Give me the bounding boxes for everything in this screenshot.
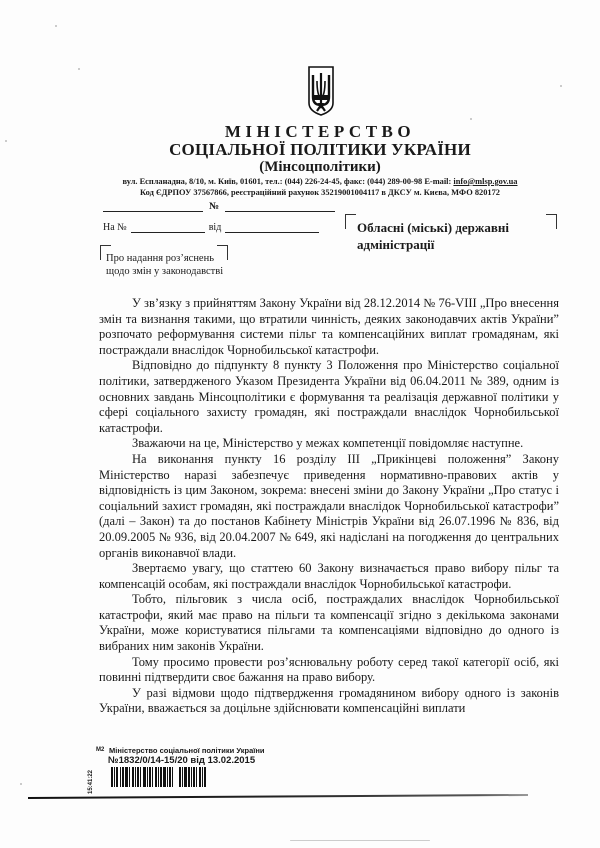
- body-paragraph: У разі відмови щодо підтвердження громадянином вибору одного із законів України, вважається за доцільне здійснювати компенсаційні виплати: [99, 685, 559, 716]
- reply-reference-row: [103, 222, 319, 233]
- body-paragraph: Тому просимо провести роз’яснювальну роботу серед такої категорії осіб, які повинні підтвердити своє бажання на право вибору.: [99, 654, 559, 685]
- body-paragraph: Відповідно до підпункту 8 пункту 3 Положення про Міністерство соціальної політики, затвердженого Указом Президента України від 06.04.2011 № 389, одним із основних завдань Мінсоцполітики є формування та реалізація державної політики у сфері соціального захисту громадян, які постраждали внаслідок Чорнобильської катастрофи.: [99, 358, 559, 435]
- ministry-bank-details: Код ЄДРПОУ 37567866, реєстраційний рахунок 35219001004117 в ДКСУ м. Києва, МФО 820172: [140, 188, 500, 197]
- body-paragraph: У зв’язку з прийняттям Закону України від 28.12.2014 № 76-VIII „Про внесення змін та визнання такими, що втратили чинність, деяких законодавчих актів України” розпочато реформування системи пільг та компенсаційних виплат громадянам, які постраждали внаслідок Чорнобильської катастрофи.: [99, 296, 559, 357]
- footer-divider: [28, 794, 528, 799]
- body-paragraph: Звертаємо увагу, що статтею 60 Закону визначається право вибору пільг та компенсацій особам, які постраждали внаслідок Чорнобильської катастрофи.: [99, 561, 559, 591]
- reply-date-field[interactable]: [225, 222, 319, 233]
- scan-speck: [290, 840, 430, 841]
- ministry-subtitle: СОЦІАЛЬНОЇ ПОЛІТИКИ УКРАЇНИ: [169, 140, 471, 159]
- bracket-corner: [546, 214, 557, 229]
- scan-speck: [470, 118, 472, 120]
- stamp-time: 15:41:22: [88, 769, 94, 794]
- number-label: №: [209, 201, 220, 212]
- body-paragraph: На виконання пункту 16 розділу III „Прикінцеві положення” Закону Міністерство наразі забезпечує приведення нормативно-правових актів у відповідність із цим Законом, зокрема: внесені зміни до Закону України „Про статус і соціальний захист громадян, які постраждали внаслідок Чорнобильської катастрофи” (далі – Закон) та до постанов Кабінету Міністрів України від 26.07.1996 № 836, від 20.09.2005 № 936, від 20.04.2007 № 649, які надіслані на погодження до центральних органів виконавчої влади.: [99, 451, 559, 560]
- subject-text: Про надання роз’яснень щодо змін у законодавстві: [106, 253, 224, 277]
- scan-speck: [20, 783, 22, 785]
- trident-coat-of-arms-icon: [307, 65, 335, 117]
- barcode-icon: [111, 767, 231, 787]
- scan-speck: [5, 140, 7, 142]
- from-label: від: [208, 222, 222, 233]
- body-paragraph: Зважаючи на це, Міністерство у межах компетенції повідомляє наступне.: [132, 436, 524, 451]
- ministry-title: МІНІСТЕРСТВО: [224, 122, 416, 141]
- ministry-address: [0, 176, 600, 187]
- date-field[interactable]: [103, 201, 203, 212]
- reply-number-field[interactable]: [131, 222, 205, 233]
- recipient-text: Обласні (міські) державні адміністрації: [357, 220, 509, 252]
- bracket-corner: [345, 214, 356, 229]
- stamp-organization: Міністерство соціальної політики України: [109, 746, 265, 755]
- stamp-mark: M2: [96, 747, 105, 753]
- letter-body: [99, 296, 559, 717]
- email-link[interactable]: info@mlsp.gov.ua: [453, 177, 518, 186]
- reply-to-label: На №: [103, 222, 127, 233]
- number-field[interactable]: [225, 201, 335, 212]
- body-paragraph: Тобто, пільговик з числа осіб, постраждалих внаслідок Чорнобильської катастрофи, який має право на пільги та компенсації згідно з декількома законами України, може користуватися пільгами та компенсаціями відповідно до одного із вибраних ним законів України.: [99, 592, 559, 654]
- scan-speck: [78, 68, 80, 70]
- stamp-registration-number: №1832/0/14-15/20 від 13.02.2015: [108, 755, 256, 766]
- address-text: вул. Еспланадна, 8/10, м. Київ, 01601, тел.: (044) 226-24-45, факс: (044) 289-00-98 E-mail:: [122, 177, 454, 186]
- ministry-short-name: (Мінсоцполітики): [259, 159, 381, 175]
- outgoing-number-row: [103, 201, 335, 212]
- scan-speck: [560, 85, 562, 87]
- scan-speck: [55, 25, 57, 27]
